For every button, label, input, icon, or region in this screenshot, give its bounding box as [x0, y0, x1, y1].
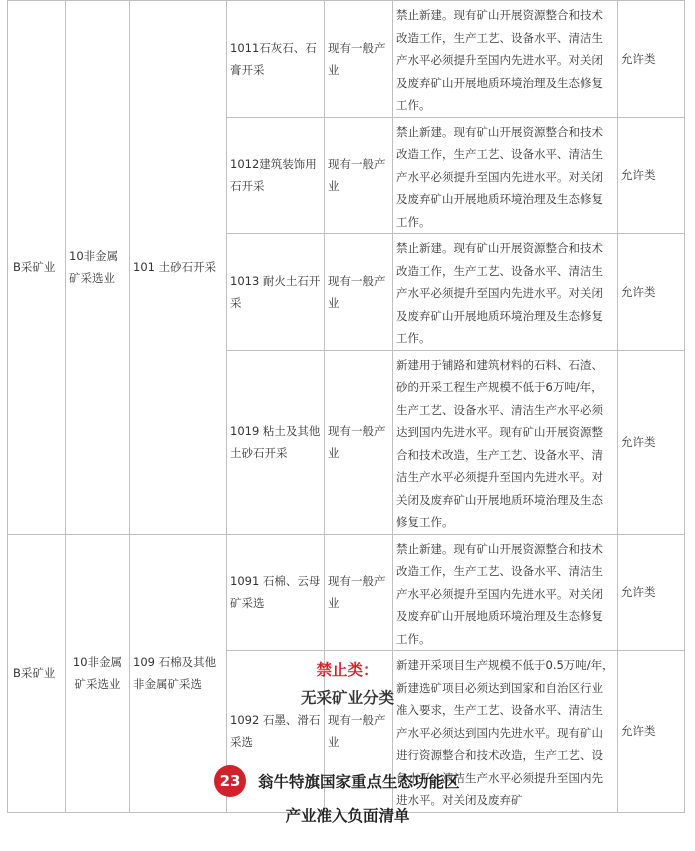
industry-type-cell: 现有一般产业 — [325, 1, 393, 118]
industry-type-cell: 现有一般产业 — [325, 534, 393, 651]
medium-class-cell: 101 土砂石开采 — [130, 1, 227, 535]
table-row — [8, 534, 685, 651]
result-cell: 允许类 — [618, 117, 685, 234]
control-measure-cell: 新建开采项目生产规模不低于0.5万吨/年，新建选矿项目必须达到国家和自治区行业准入要求，生产工艺、设备水平、清洁生产水平必须达到国内先进水平。现有矿山进行资源整合和技术改造，生产工艺、设备水平、清洁生产水平必须提升至国内先进水平。对关闭及废弃矿 — [393, 651, 618, 813]
medium-class-cell: 109 石棉及其他非金属矿采选 — [130, 534, 227, 812]
major-class-cell: 10非金属矿采选业 — [66, 534, 130, 812]
industry-type-cell: 现有一般产业 — [325, 651, 393, 813]
control-measure-cell: 禁止新建。现有矿山开展资源整合和技术改造工作，生产工艺、设备水平、清洁生产水平必须提升至国内先进水平。对关闭及废弃矿山开展地质环境治理及生态修复工作。 — [393, 234, 618, 351]
minor-class-cell: 1019 粘土及其他土砂石开采 — [227, 350, 325, 534]
result-cell: 允许类 — [618, 1, 685, 118]
category-cell: B采矿业 — [8, 534, 66, 812]
minor-class-cell: 1012建筑装饰用石开采 — [227, 117, 325, 234]
section-title: 翁牛特旗国家重点生态功能区 — [258, 773, 460, 791]
category-cell: B采矿业 — [8, 1, 66, 535]
result-cell: 允许类 — [618, 350, 685, 534]
industry-type-cell: 现有一般产业 — [325, 117, 393, 234]
section-subtitle: 产业准入负面清单 — [285, 807, 410, 825]
minor-class-cell: 1011石灰石、石膏开采 — [227, 1, 325, 118]
section-number-badge: 23 — [214, 765, 246, 797]
control-measure-cell: 禁止新建。现有矿山开展资源整合和技术改造工作，生产工艺、设备水平、清洁生产水平必须提升至国内先进水平。对关闭及废弃矿山开展地质环境治理及生态修复工作。 — [393, 117, 618, 234]
minor-class-cell: 1092 石墨、滑石采选 — [227, 651, 325, 813]
result-cell: 允许类 — [618, 651, 685, 813]
minor-class-cell: 1013 耐火土石开采 — [227, 234, 325, 351]
prohibited-content: 无采矿业分类 — [300, 689, 394, 707]
result-cell: 允许类 — [618, 534, 685, 651]
industry-type-cell: 现有一般产业 — [325, 234, 393, 351]
minor-class-cell: 1091 石棉、云母矿采选 — [227, 534, 325, 651]
control-measure-cell: 禁止新建。现有矿山开展资源整合和技术改造工作，生产工艺、设备水平、清洁生产水平必须提升至国内先进水平。对关闭及废弃矿山开展地质环境治理及生态修复工作。 — [393, 534, 618, 651]
result-cell: 允许类 — [618, 234, 685, 351]
control-measure-cell: 禁止新建。现有矿山开展资源整合和技术改造工作，生产工艺、设备水平、清洁生产水平必须提升至国内先进水平。对关闭及废弃矿山开展地质环境治理及生态修复工作。 — [393, 1, 618, 118]
table-row — [8, 1, 685, 118]
control-measure-cell: 新建用于铺路和建筑材料的石料、石渣、砂的开采工程生产规模不低于6万吨/年，生产工艺、设备水平、清洁生产水平必须达到国内先进水平。现有矿山开展资源整合和技术改造，生产工艺、设备水平、清洁生产水平必须提升至国内先进水平。对关闭及废弃矿山开展地质环境治理及生态修复工作。 — [393, 350, 618, 534]
major-class-cell: 10非金属矿采选业 — [66, 1, 130, 535]
prohibited-heading: 禁止类： — [316, 661, 379, 679]
industry-type-cell: 现有一般产业 — [325, 350, 393, 534]
